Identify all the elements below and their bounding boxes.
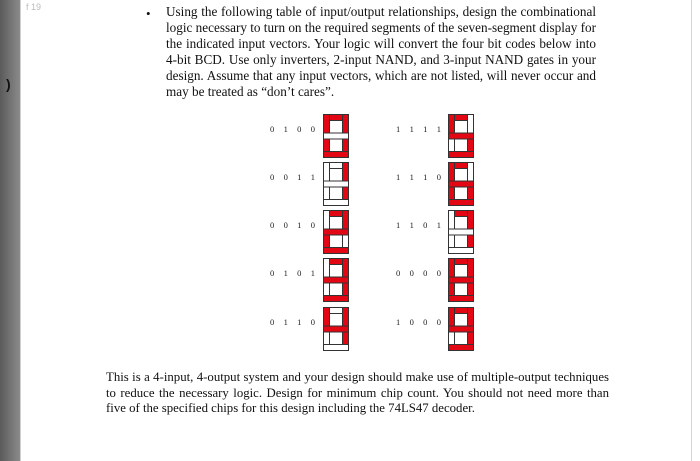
segment-g-off bbox=[324, 181, 349, 187]
segment-f-on bbox=[449, 115, 455, 136]
segment-g-on bbox=[324, 326, 349, 332]
segment-d-on bbox=[324, 248, 349, 254]
segment-f-off bbox=[324, 259, 330, 280]
footer-text: This is a 4-input, 4-output system and your design should make use of multiple-output techniques to reduce the necessary logic. Design for minimum chip count. You should not need more than five of the specified chips for this design including the 74LS47 decoder. bbox=[106, 370, 609, 416]
segment-f-on bbox=[324, 115, 330, 136]
segment-b-on bbox=[468, 308, 474, 329]
segment-b-on bbox=[468, 259, 474, 280]
segment-d-on bbox=[449, 345, 474, 351]
seven-segment-display bbox=[448, 258, 474, 302]
segment-b-on bbox=[343, 259, 349, 280]
sidebar-handle[interactable]: ) bbox=[6, 76, 11, 92]
segment-d-on bbox=[449, 200, 474, 206]
segment-d-on bbox=[449, 296, 474, 302]
segment-f-on bbox=[449, 163, 455, 184]
input-vector-label: 1 0 0 0 bbox=[396, 317, 445, 327]
segment-f-off bbox=[324, 163, 330, 184]
segment-d-on bbox=[324, 296, 349, 302]
seven-segment-display bbox=[448, 162, 474, 206]
segment-g-on bbox=[449, 326, 474, 332]
input-vector-label: 0 1 1 0 bbox=[270, 317, 319, 327]
question-text: Using the following table of input/output relationships, design the combinational logic necessary to turn on the required segments of the seven-segment display for the indicated input vectors. Your logic will convert the four bit codes below into 4-bit BCD. Use only inverters, 2-input NAND, and 3-input NAND gates in your design. Assume that any input vectors, which are not listed, will never occur and may be treated as “don’t cares”. bbox=[166, 4, 596, 99]
seven-segment-display bbox=[323, 307, 349, 351]
segment-f-off bbox=[324, 211, 330, 232]
input-vector-label: 0 0 1 0 bbox=[270, 220, 319, 230]
segment-f-on bbox=[324, 308, 330, 329]
segment-b-on bbox=[468, 211, 474, 232]
segment-d-off bbox=[324, 345, 349, 351]
segment-f-on bbox=[449, 308, 455, 329]
seven-segment-display bbox=[448, 114, 474, 158]
input-vector-label: 0 0 0 0 bbox=[396, 268, 445, 278]
segment-g-off bbox=[449, 229, 474, 235]
segment-g-on bbox=[324, 277, 349, 283]
segment-d-off bbox=[324, 200, 349, 206]
segment-f-off bbox=[449, 211, 455, 232]
segment-g-on bbox=[449, 277, 474, 283]
segment-b-on bbox=[343, 115, 349, 136]
page-number: f 19 bbox=[26, 2, 42, 12]
segment-g-on bbox=[449, 181, 474, 187]
seven-segment-display bbox=[448, 210, 474, 254]
input-vector-label: 0 1 0 1 bbox=[270, 268, 319, 278]
input-vector-label: 0 0 1 1 bbox=[270, 172, 319, 182]
segment-b-on bbox=[343, 308, 349, 329]
seven-segment-display bbox=[323, 210, 349, 254]
segment-d-on bbox=[324, 152, 349, 158]
segment-g-off bbox=[324, 133, 349, 139]
sidebar bbox=[0, 0, 20, 461]
input-vector-label: 1 1 1 0 bbox=[396, 172, 445, 182]
segment-d-off bbox=[449, 248, 474, 254]
input-vector-label: 0 1 0 0 bbox=[270, 124, 319, 134]
segment-g-on bbox=[324, 229, 349, 235]
input-vector-label: 1 1 1 1 bbox=[396, 124, 445, 134]
segment-b-on bbox=[343, 163, 349, 184]
seven-segment-display bbox=[323, 162, 349, 206]
segment-b-on bbox=[343, 211, 349, 232]
seven-segment-display bbox=[323, 114, 349, 158]
segment-d-on bbox=[449, 152, 474, 158]
seven-segment-display bbox=[448, 307, 474, 351]
segment-b-off bbox=[468, 115, 474, 136]
segment-b-off bbox=[468, 163, 474, 184]
segment-f-on bbox=[449, 259, 455, 280]
bullet-icon: • bbox=[146, 6, 151, 21]
seven-segment-display bbox=[323, 258, 349, 302]
segment-g-on bbox=[449, 133, 474, 139]
input-vector-label: 1 1 0 1 bbox=[396, 220, 445, 230]
